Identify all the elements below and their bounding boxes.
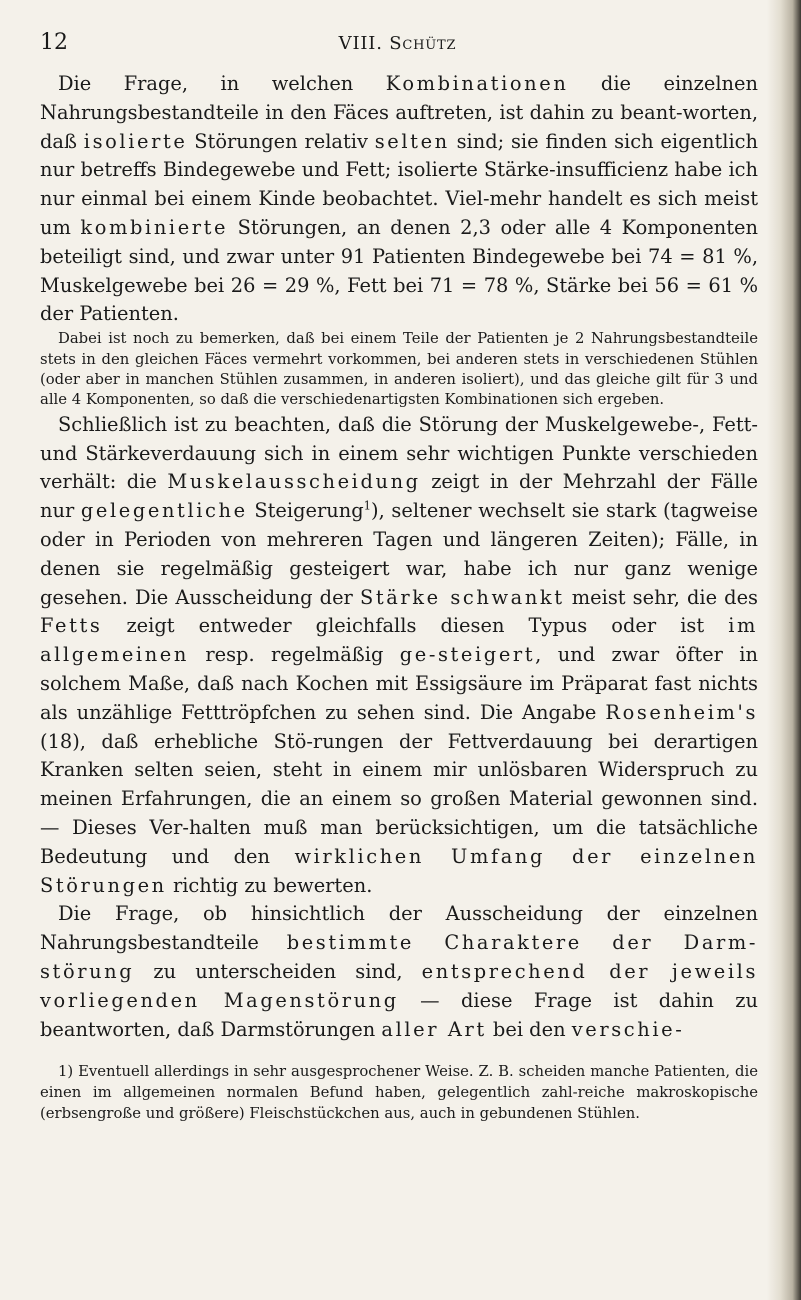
text: Schließlich ist zu beachten, daß die Störung der Muskelgewebe-, Fett- und Stärkeverdauung sich in einem sehr wichtigen Punkte verschieden verhält: die [40,412,758,494]
emphasis: gelegentliche [80,499,248,523]
emphasis: im allgemeinen [40,614,758,667]
text: meist sehr, die des [564,585,758,609]
emphasis: kombinierte [80,215,229,239]
text: richtig zu bewerten. [166,873,373,897]
footnote: 1) Eventuell allerdings in sehr ausgesprochener Weise. Z. B. scheiden manche Patienten, die einen im allgemeinen normalen Befund haben, gelegentlich zahl-reiche makroskopische (erbsengroße und größere) Fleischstückchen aus, auch in gebundenen Stühlen. [40,1063,758,1122]
text: bei den [486,1017,572,1041]
page-body [40,70,758,1124]
emphasis: verschie- [571,1017,685,1041]
text: sind; sie finden sich eigentlich nur betreffs Bindegewebe und Fett; isolierte Stärke-insufficienz habe ich nur einmal bei einem Kinde beobachtet. Viel-mehr handelt es sich meist um [40,129,758,239]
text: Störungen relativ [187,129,375,153]
paragraph-excretion [40,411,758,901]
emphasis: Fetts [40,614,103,638]
emphasis: ge-steigert [399,643,536,667]
text: zeigt entweder gleichfalls diesen Typus oder ist [102,614,729,638]
text: , und zwar öfter in solchem Maße, daß nach Kochen mit Essigsäure im Präparat fast nichts als unzählige Fetttröpfchen zu sehen sind. Die Angabe [40,643,758,724]
running-head: VIII. Schütz [338,33,457,54]
text: zeigt in der Mehrzahl der Fälle nur [40,470,758,523]
text: — diese Frage ist dahin zu beantworten, daß Darmstörungen [40,988,758,1041]
text: Die Frage, in welchen [58,72,386,95]
text: zu unterscheiden sind, [134,959,422,983]
small-print-note: Dabei ist noch zu bemerken, daß bei einem Teile der Patienten je 2 Nahrungsbestandteile stets in den gleichen Fäces vermehrt vorkommen, bei anderen stets in verschiedenen Stühlen (oder aber in manchen Stühlen zusammen, in anderen isoliert), und das gleiche gilt für 3 und alle 4 Komponenten, so daß die verschiedenartigsten Kombinationen sich ergeben. [40,330,758,409]
text: die einzelnen Nahrungsbestandteile in den Fäces auftreten, ist dahin zu beant-worten, daß [40,72,758,153]
emphasis: Stärke schwankt [359,585,565,609]
footnote-marker[interactable]: 1 [363,498,372,513]
paragraph-combinations [40,70,758,329]
page-header [40,30,755,60]
text: Störungen, an denen 2,3 oder alle 4 Komponenten beteiligt sind, und zwar unter 91 Patienten Bindegewebe bei 74 = 81 %, Muskelgewebe bei 26 = 29 %, Fett bei 71 = 78 %, Stärke bei 56 = 61 % der Patienten. [40,215,758,326]
emphasis: entsprechend der jeweils vorliegenden Magenstörung [40,959,759,1012]
paragraph-characters [40,900,758,1044]
text: Die Frage, ob hinsichtlich der Ausscheidung der einzelnen Nahrungsbestandteile [40,902,758,955]
emphasis: isolierte [83,129,188,153]
text: (18), daß erhebliche Stö-rungen der Fettverdauung bei derartigen Kranken selten seien, steht in einem mir unlösbaren Widerspruch zu meinen Erfahrungen, die an einem so großen Material gewonnen sind. — Dieses Ver-halten muß man berücksichtigen, um die tatsächliche Bedeutung und den [40,729,758,868]
emphasis: bestimmte Charaktere der Darm-störung [40,931,758,983]
emphasis: Muskelausscheidung [167,470,421,494]
text: ), seltener wechselt sie stark (tagweise oder in Perioden von mehreren Tagen und längeren Zeiten); Fälle, in denen sie regelmäßig gesteigert war, habe ich nur ganz wenige gesehen. Die Ausscheidung der [40,499,759,609]
emphasis: aller Art [381,1017,487,1041]
emphasis: selten [374,129,450,153]
page-number: 12 [40,30,68,55]
text: resp. regelmäßig [188,643,400,667]
emphasis: wirklichen Umfang der einzelnen Störungen [40,844,758,897]
text: Steigerung [247,499,364,523]
emphasis: Rosenheim's [605,700,758,724]
page-edge-shadow [767,0,801,1300]
emphasis: Kombinationen [385,72,569,95]
